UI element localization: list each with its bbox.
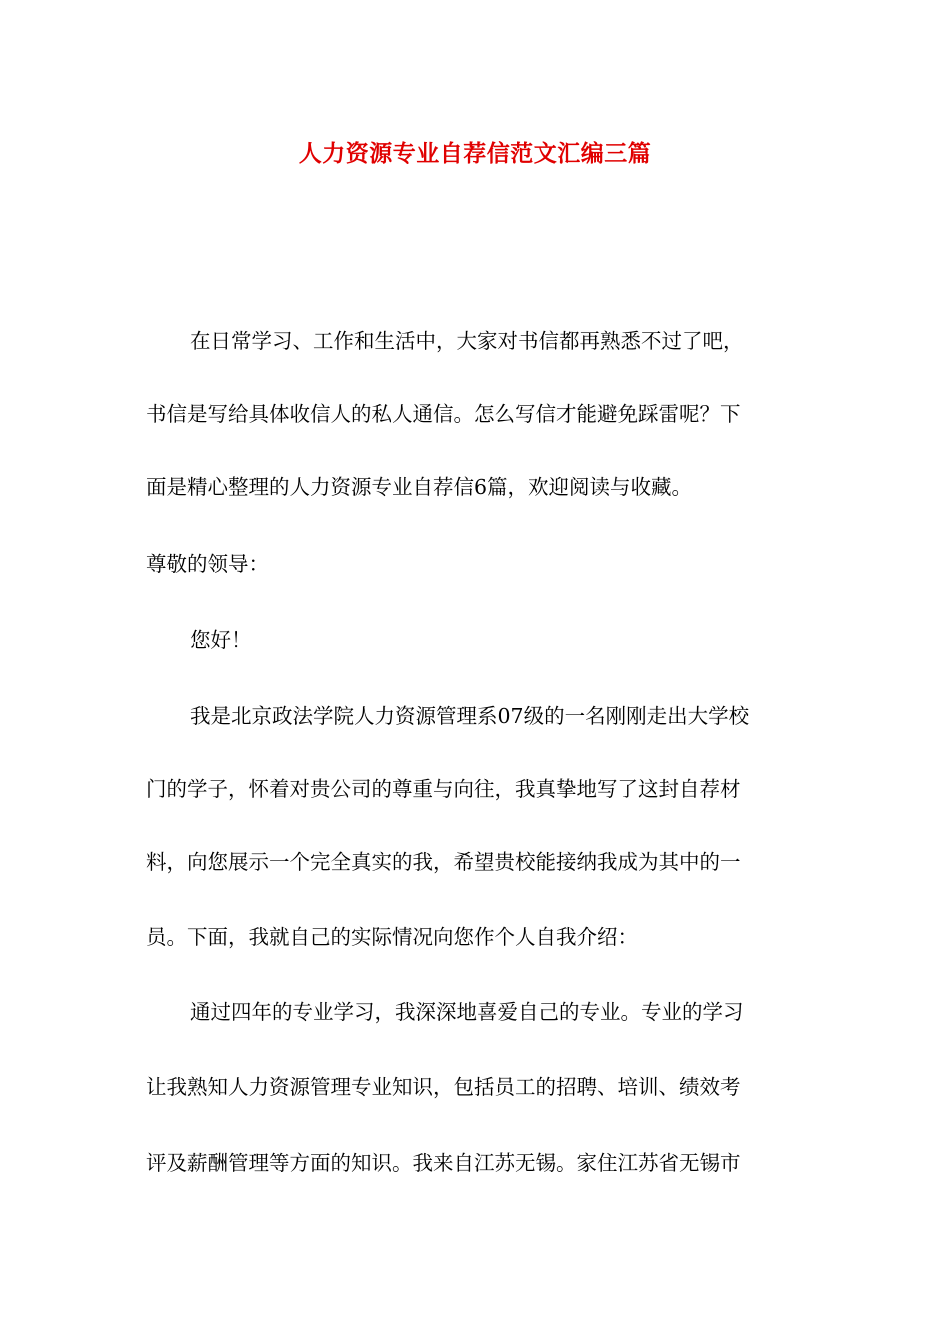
paragraph-line: 让我熟知人力资源管理专业知识，包括员工的招聘、培训、绩效考 [146,1075,741,1099]
salutation-line: 尊敬的领导： [146,552,269,576]
paragraph-line: 门的学子，怀着对贵公司的尊重与向往，我真挚地写了这封自荐材 [146,777,741,801]
paragraph-line: 评及薪酬管理等方面的知识。我来自江苏无锡。家住江苏省无锡市 [146,1151,741,1175]
paragraph-line: 面是精心整理的人力资源专业自荐信6篇，欢迎阅读与收藏。 [146,475,693,499]
paragraph-line: 通过四年的专业学习，我深深地喜爱自己的专业。专业的学习 [190,1000,744,1024]
paragraph-line: 书信是写给具体收信人的私人通信。怎么写信才能避免踩雷呢？下 [146,402,741,426]
paragraph-line: 员。下面，我就自己的实际情况向您作个人自我介绍： [146,925,638,949]
paragraph-line: 我是北京政法学院人力资源管理系07级的一名刚刚走出大学校 [190,704,750,728]
greeting-line: 您好！ [190,628,252,652]
paragraph-line: 料，向您展示一个完全真实的我，希望贵校能接纳我成为其中的一 [146,850,741,874]
document-title: 人力资源专业自荐信范文汇编三篇 [298,140,652,167]
paragraph-line: 在日常学习、工作和生活中，大家对书信都再熟悉不过了吧， [190,329,744,353]
